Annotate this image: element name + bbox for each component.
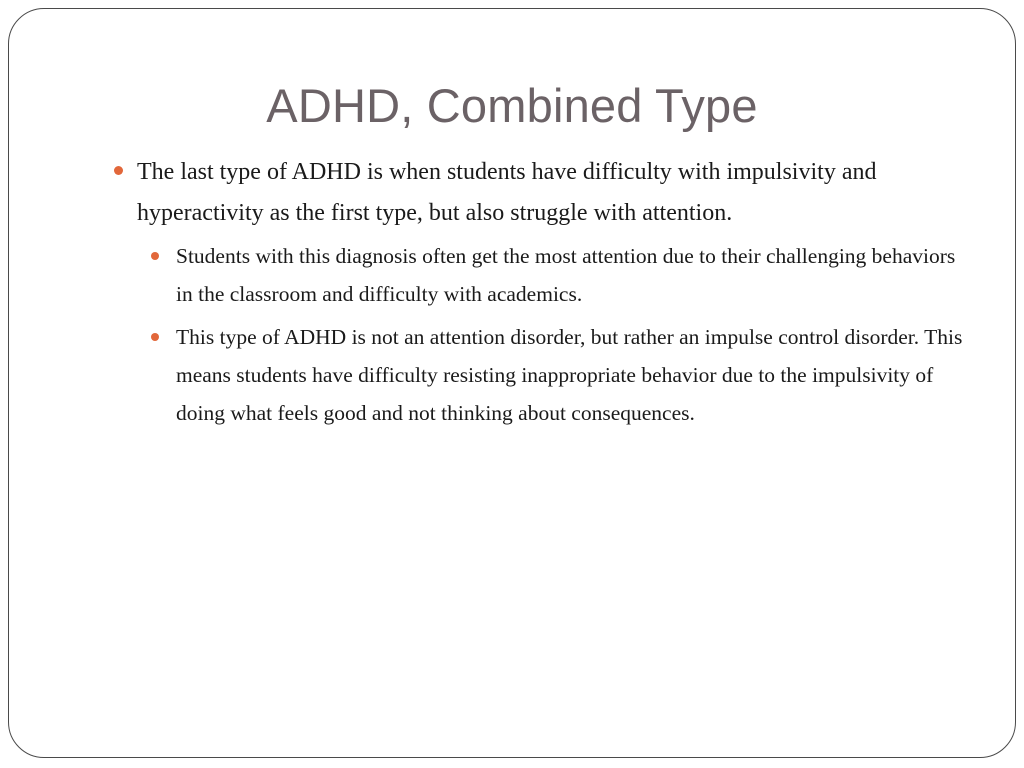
- sub-bullet-item: [146, 237, 966, 313]
- sub-bullet-text: This type of ADHD is not an attention disorder, but rather an impulse control disorder. This means students have difficulty resisting inappropriate behavior due to the impulsivity of doing what feels good and not thinking about consequences.: [176, 325, 963, 425]
- bullet-list: [106, 152, 966, 432]
- slide-title: ADHD, Combined Type: [266, 79, 758, 132]
- slide: [8, 8, 1016, 758]
- bullet-dot-icon: [114, 166, 123, 175]
- sub-bullet-dot-icon: [151, 333, 159, 341]
- bullet-item: [106, 152, 966, 234]
- sub-bullet-dot-icon: [151, 252, 159, 260]
- bullet-text: The last type of ADHD is when students have difficulty with impulsivity and hyperactivity as the first type, but also struggle with attention.: [137, 159, 877, 226]
- sub-bullet-text: Students with this diagnosis often get the most attention due to their challenging behaviors in the classroom and difficulty with academics.: [176, 244, 956, 306]
- sub-bullet-item: [146, 318, 966, 432]
